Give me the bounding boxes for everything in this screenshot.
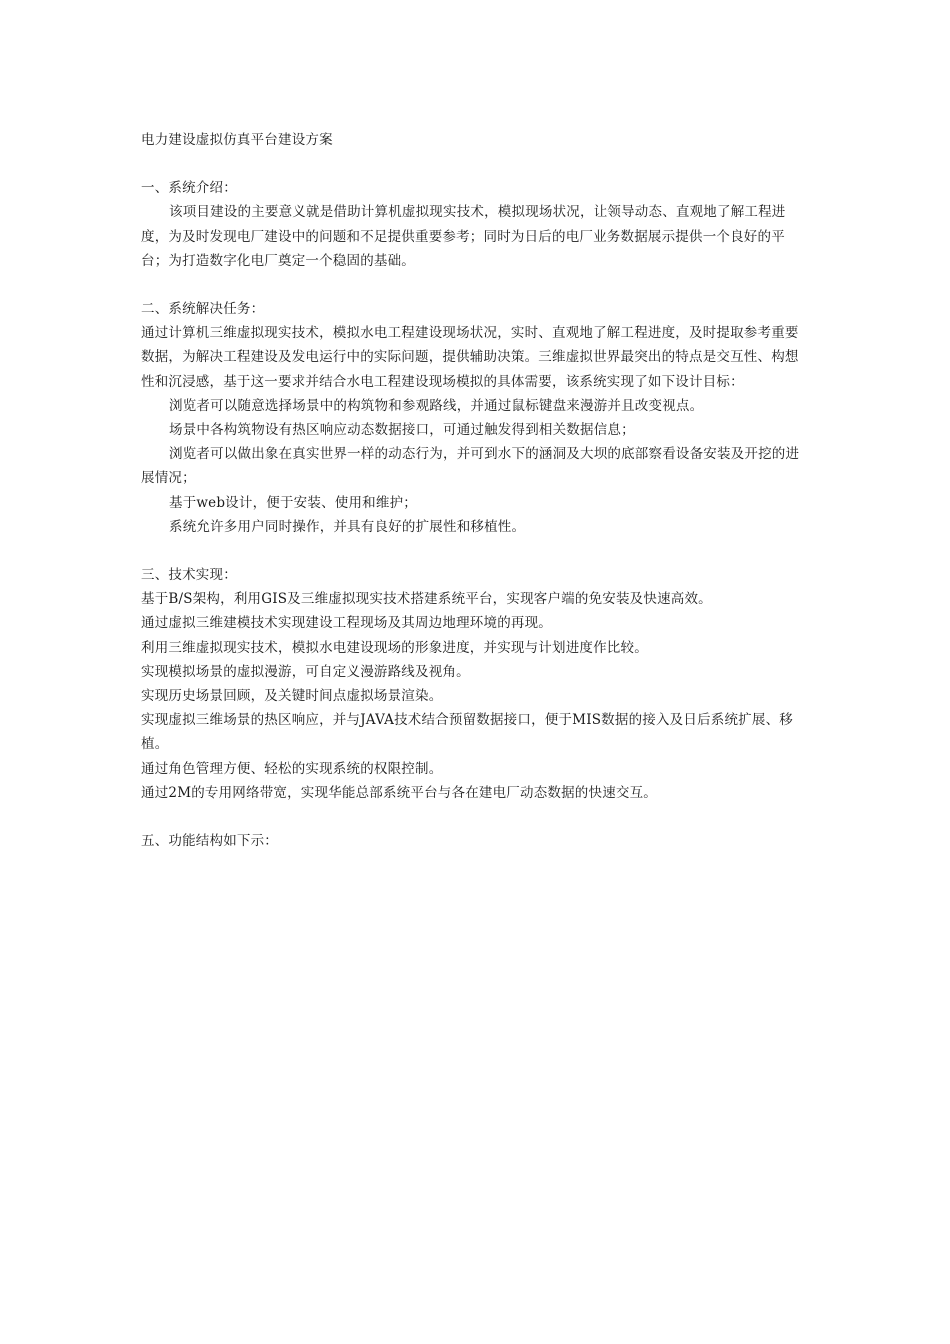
section-spacer — [141, 273, 806, 297]
task-item: 场景中各构筑物设有热区响应动态数据接口，可通过触发得到相关数据信息； — [169, 422, 635, 439]
intro-paragraph: 该项目建设的主要意义就是借助计算机虚拟现实技术，模拟现场状况，让领导动态、直观地了解工程进度，为及时发现电厂建设中的问题和不足提供重要参考；同时为日后的电厂业务数据展示提供一个良好的平台；为打造数字化电厂奠定一个稳固的基础。 — [141, 204, 786, 269]
tech-item: 通过2M的专用网络带宽，实现华能总部系统平台与各在建电厂动态数据的快速交互。 — [141, 784, 658, 801]
tech-item: 实现模拟场景的虚拟漫游，可自定义漫游路线及视角。 — [141, 663, 470, 680]
task-item: 系统允许多用户同时操作，并具有良好的扩展性和移植性。 — [169, 518, 526, 535]
tech-item: 通过角色管理方便、轻松的实现系统的权限控制。 — [141, 760, 443, 777]
document-page — [141, 128, 806, 853]
tasks-intro-paragraph: 通过计算机三维虚拟现实技术，模拟水电工程建设现场状况，实时、直观地了解工程进度，及时提取参考重要数据，为解决工程建设及发电运行中的实际问题，提供辅助决策。三维虚拟世界最突出的特点是交互性、构想性和沉浸感，基于这一要求并结合水电工程建设现场模拟的具体需要，该系统实现了如下设计目标： — [141, 325, 799, 390]
section-spacer — [141, 539, 806, 563]
section-heading-structure: 五、功能结构如下示： — [141, 833, 278, 850]
section-heading-tasks: 二、系统解决任务： — [141, 301, 265, 318]
tech-item: 通过虚拟三维建模技术实现建设工程现场及其周边地理环境的再现。 — [141, 615, 552, 632]
tech-item: 基于B/S架构，利用GIS及三维虚拟现实技术搭建系统平台，实现客户端的免安装及快速高效。 — [141, 591, 712, 608]
tech-item: 实现虚拟三维场景的热区响应，并与JAVA技术结合预留数据接口，便于MIS数据的接入及日后系统扩展、移植。 — [141, 712, 793, 753]
task-item: 浏览者可以随意选择场景中的构筑物和参观路线，并通过鼠标键盘来漫游并且改变视点。 — [169, 397, 704, 414]
section-spacer — [141, 805, 806, 829]
tech-item: 利用三维虚拟现实技术，模拟水电建设现场的形象进度，并实现与计划进度作比较。 — [141, 639, 648, 656]
document-title: 电力建设虚拟仿真平台建设方案 — [141, 132, 333, 148]
section-heading-intro: 一、系统介绍： — [141, 180, 237, 197]
task-item: 基于web设计，便于安装、使用和维护； — [169, 494, 417, 511]
task-item: 浏览者可以做出象在真实世界一样的动态行为，并可到水下的涵洞及大坝的底部察看设备安装及开挖的进展情况； — [141, 446, 800, 487]
tech-item: 实现历史场景回顾，及关键时间点虚拟场景渲染。 — [141, 688, 443, 705]
section-heading-tech: 三、技术实现： — [141, 567, 237, 584]
